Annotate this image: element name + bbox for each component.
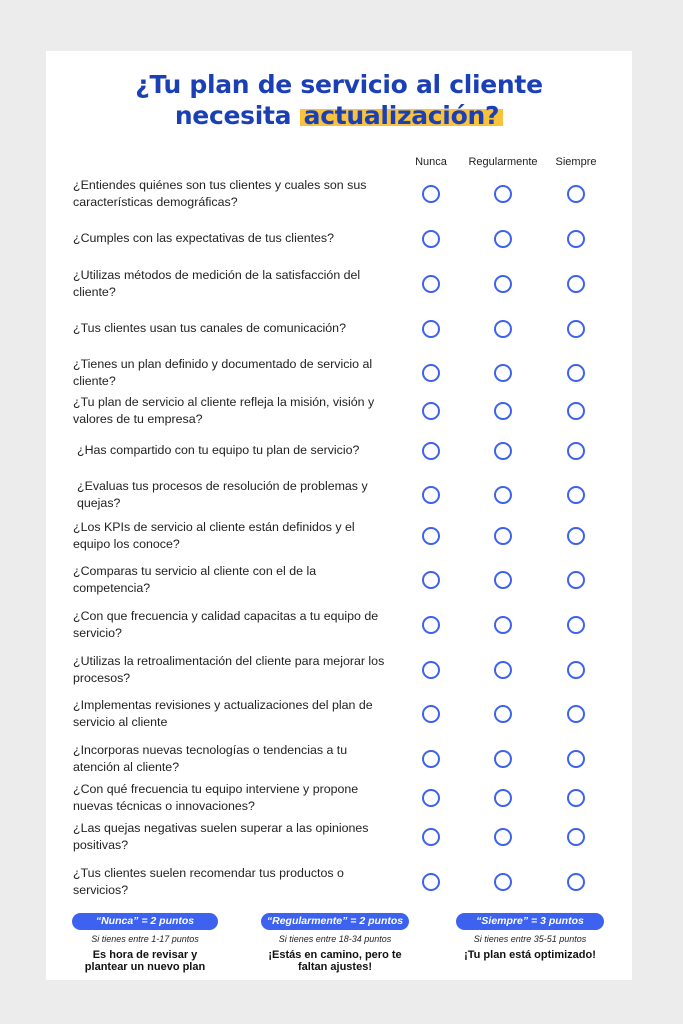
- radio-nunca[interactable]: [422, 661, 440, 679]
- radio-nunca[interactable]: [422, 402, 440, 420]
- question-text: ¿Utilizas métodos de medición de la satisfacción del cliente?: [73, 267, 361, 299]
- score-range-siempre: Si tienes entre 35-51 puntos: [473, 934, 587, 944]
- title-highlight-text: actualización?: [300, 101, 504, 130]
- radio-siempre[interactable]: [567, 230, 585, 248]
- radio-nunca[interactable]: [422, 364, 440, 382]
- radio-regularmente[interactable]: [494, 364, 512, 382]
- radio-regularmente[interactable]: [494, 571, 512, 589]
- score-pill-siempre: “Siempre” = 3 puntos: [456, 913, 604, 930]
- radio-siempre[interactable]: [567, 402, 585, 420]
- radio-nunca[interactable]: [422, 486, 440, 504]
- title-line-2: [46, 100, 632, 131]
- radio-siempre[interactable]: [567, 873, 585, 891]
- radio-nunca[interactable]: [422, 750, 440, 768]
- score-pill-regularmente: “Regularmente” = 2 puntos: [261, 913, 409, 930]
- radio-nunca[interactable]: [422, 230, 440, 248]
- radio-nunca[interactable]: [422, 705, 440, 723]
- question-text: ¿Implementas revisiones y actualizaciones del plan de servicio al cliente: [73, 697, 373, 729]
- question-text: ¿Con que frecuencia y calidad capacitas a tu equipo de servicio?: [73, 608, 379, 640]
- radio-siempre[interactable]: [567, 750, 585, 768]
- score-message-nunca: Es hora de revisar y plantear un nuevo plan: [84, 949, 206, 973]
- question-text: ¿Con qué frecuencia tu equipo interviene y propone nuevas técnicas o innovaciones?: [73, 781, 359, 813]
- radio-regularmente[interactable]: [494, 828, 512, 846]
- score-message-regularmente: ¡Estás en camino, pero te faltan ajustes!: [268, 949, 402, 973]
- radio-regularmente[interactable]: [494, 486, 512, 504]
- question-text: ¿Has compartido con tu equipo tu plan de servicio?: [77, 443, 360, 458]
- radio-regularmente[interactable]: [494, 527, 512, 545]
- score-range-regularmente: Si tienes entre 18-34 puntos: [278, 934, 392, 944]
- score-message-siempre: ¡Tu plan está optimizado!: [464, 949, 596, 961]
- radio-regularmente[interactable]: [494, 873, 512, 891]
- radio-nunca[interactable]: [422, 320, 440, 338]
- radio-nunca[interactable]: [422, 442, 440, 460]
- radio-regularmente[interactable]: [494, 185, 512, 203]
- question-text: ¿Utilizas la retroalimentación del cliente para mejorar los procesos?: [73, 653, 385, 685]
- score-pill-nunca: “Nunca” = 2 puntos: [72, 913, 218, 930]
- radio-siempre[interactable]: [567, 185, 585, 203]
- radio-siempre[interactable]: [567, 616, 585, 634]
- radio-siempre[interactable]: [567, 828, 585, 846]
- question-text: ¿Incorporas nuevas tecnologías o tendencias a tu atención al cliente?: [73, 742, 348, 774]
- radio-nunca[interactable]: [422, 571, 440, 589]
- radio-siempre[interactable]: [567, 275, 585, 293]
- radio-siempre[interactable]: [567, 789, 585, 807]
- question-text: ¿Comparas tu servicio al cliente con el de la competencia?: [73, 563, 317, 595]
- question-text: ¿Tienes un plan definido y documentado de servicio al cliente?: [73, 356, 373, 388]
- question-text: ¿Evaluas tus procesos de resolución de problemas y quejas?: [77, 478, 368, 510]
- question-text: ¿Cumples con las expectativas de tus clientes?: [73, 231, 335, 246]
- radio-siempre[interactable]: [567, 486, 585, 504]
- radio-siempre[interactable]: [567, 364, 585, 382]
- title-line-1: ¿Tu plan de servicio al cliente: [135, 70, 543, 99]
- radio-regularmente[interactable]: [494, 402, 512, 420]
- radio-nunca[interactable]: [422, 275, 440, 293]
- radio-siempre[interactable]: [567, 527, 585, 545]
- radio-nunca[interactable]: [422, 828, 440, 846]
- question-text: ¿Tus clientes usan tus canales de comunicación?: [73, 321, 346, 336]
- radio-nunca[interactable]: [422, 527, 440, 545]
- radio-nunca[interactable]: [422, 873, 440, 891]
- radio-siempre[interactable]: [567, 661, 585, 679]
- question-text: ¿Tu plan de servicio al cliente refleja la misión, visión y valores de tu empresa?: [73, 394, 375, 426]
- radio-regularmente[interactable]: [494, 661, 512, 679]
- title-plain-text: necesita: [174, 101, 292, 130]
- column-header-nunca: Nunca: [415, 156, 447, 168]
- radio-siempre[interactable]: [567, 705, 585, 723]
- column-header-siempre: Siempre: [555, 156, 597, 168]
- radio-siempre[interactable]: [567, 571, 585, 589]
- radio-siempre[interactable]: [567, 320, 585, 338]
- radio-regularmente[interactable]: [494, 705, 512, 723]
- radio-regularmente[interactable]: [494, 616, 512, 634]
- radio-nunca[interactable]: [422, 616, 440, 634]
- radio-regularmente[interactable]: [494, 230, 512, 248]
- radio-regularmente[interactable]: [494, 442, 512, 460]
- radio-siempre[interactable]: [567, 442, 585, 460]
- survey-card: [46, 51, 632, 980]
- radio-regularmente[interactable]: [494, 275, 512, 293]
- question-text: ¿Entiendes quiénes son tus clientes y cuales son sus características demográficas?: [73, 177, 367, 209]
- score-range-nunca: Si tienes entre 1-17 puntos: [91, 934, 199, 944]
- radio-regularmente[interactable]: [494, 789, 512, 807]
- question-text: ¿Las quejas negativas suelen superar a las opiniones positivas?: [73, 820, 369, 852]
- question-text: ¿Los KPIs de servicio al cliente están definidos y el equipo los conoce?: [73, 519, 355, 551]
- question-text: ¿Tus clientes suelen recomendar tus productos o servicios?: [73, 865, 344, 897]
- radio-nunca[interactable]: [422, 185, 440, 203]
- radio-regularmente[interactable]: [494, 750, 512, 768]
- page-title: [46, 69, 632, 131]
- radio-regularmente[interactable]: [494, 320, 512, 338]
- radio-nunca[interactable]: [422, 789, 440, 807]
- column-header-regularmente: Regularmente: [468, 156, 538, 168]
